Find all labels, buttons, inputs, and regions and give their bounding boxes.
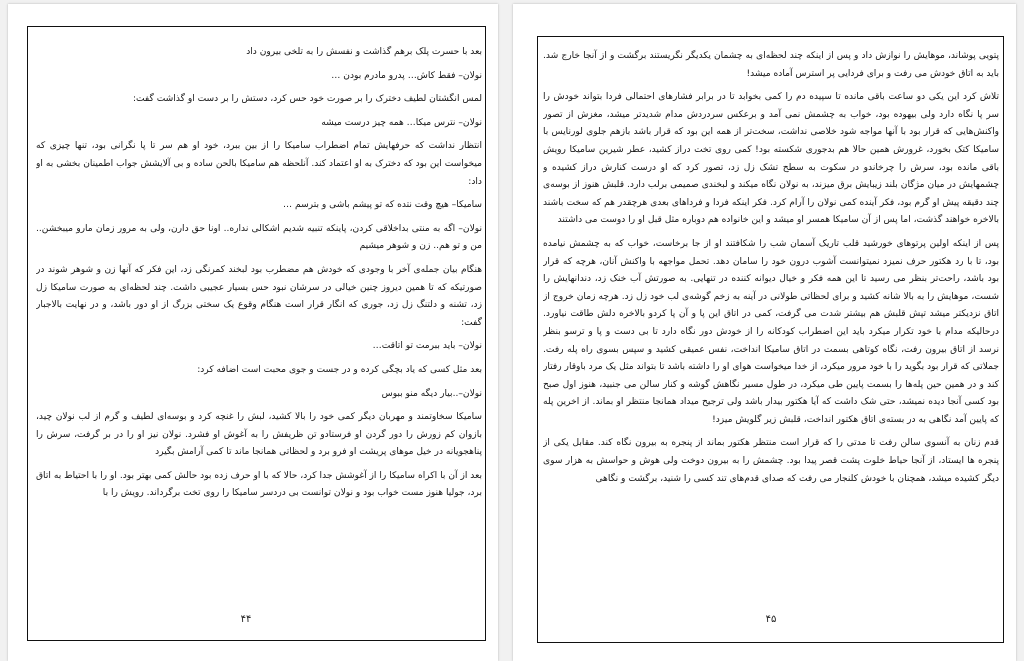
paragraph: بعد مثل کسی که یاد بچگی کرده و در جست و جوی محبت است اضافه کرد: xyxy=(197,364,482,375)
paragraph: نولان– نترس میکا… همه چیز درست میشه xyxy=(321,117,482,128)
paragraph: نولان– اگه به منتی بداخلاقی کردن، پاینکه تنبیه شدیم اشکالی نداره.. اونا حق دارن، ولی به مرور زمان مارو میبخشن.. من و تو هم.. زن و شوهر میشیم xyxy=(36,223,482,252)
paragraph: بعد با حسرت پلک برهم گذاشت و نفسش را به تلخی بیرون داد xyxy=(246,47,482,57)
paragraph: انتظار نداشت که حرفهایش تمام اضطراب سامیکا را از بین ببرد، خود او هم سر تا پا نگرانی بود، تنها چیزی که میخواست این بود که دخترک به او اعتماد کند. آنلحظه هم سامیکا بالحن ساده و بی آلایشش جواب اطمینان بخشی به او داد: xyxy=(36,141,482,187)
paragraph: نولان– باید ببرمت تو اتاقت… xyxy=(372,341,482,352)
paragraph: بعد از آن با اکراه سامیکا را از آغوشش جدا کرد، حالا که با او حرف زده بود حالش کمی بهتر بود. او را با احتیاط به اتاق برد، جولیا هنوز مست خواب بود و نولان توانست بی دردسر سامیکا را روی تخت برگرداند. رویش را با xyxy=(36,470,482,499)
paragraph: پس از اینکه اولین پرتوهای خورشید قلب تاریک آسمان شب را شکافتند او از جا برخاست، خواب که به چشمش نیامده بود، تا با رد هکتور حرف نمیزد نمیتوانست آشوب درون خود را سامان دهد. تحمل مواجهه با واکنش آنان، هرچه که قرار بود باشد، راحت‌تر بنظر می رسید تا این همه فکر و خیال دیوانه کننده در تنهایی. به صورتش آب خنک زد، دندانهایش را شست، موهایش را به بالا شانه کشید و برای لحظاتی طولانی در آینه به زخم گوشه‌ی لب خود زل زد. هرچه زمان خروج از اتاق نزدیکتر میشد تپش قلبش هم بیشتر شدت می گرفت، کمی در اتاق این پا و آن پا کردو بالاخره دلش طاقت نیاورد. درحالیکه مدام با خود تکرار میکرد باید این اضطراب کودکانه را از خودش دور نگاه دارد تا بی دست و پا و ترسو بنظر نرسد از اتاق بیرون رفت، نگاه کوتاهی بسمت در اتاق سامیکا انداخت، نفس عمیقی کشید و سپس بسوی راه پله رفت. جملاتی که قرار بود بگوید را با خود مرور میکرد، از خدا میخواست هوای او را داشته باشد تا بتواند مثل یک مرد باوقار رفتار کند و در همین حین پله‌ها را بسمت پایین طی میکرد، در طول مسیر نگاهش گوشه و کنار سالن می جنبید، هنوز اول صبح بود کسی آنجا دیده نمیشد، حتی شک داشت که آیا هکتور بیدار باشد ولی ترجیح میداد همانجا منتظر او بماند. از اخرین پله که پایین آمد نگاهی به در بسته‌ی اتاق هکتور انداخت، قلبش زیر گلویش میزد! xyxy=(543,238,999,425)
paragraph: هنگام بیان جمله‌ی آخر با وجودی که خودش هم مضطرب بود لبخند کمرنگی زد، این فکر که آنها زن و شوهر شوند در صورتیکه که تا همین دیروز چنین خیالی در سرشان نبود حس بسیار عجیبی داشت. چند لحظه‌ای به صورت سامیکا زل زد، تشنه و دلتنگ زل زد، جوری که انگار قرار است هنگام وقوع یک سختی بزرگ از او دور باشد، و در نهایت بالاجبار گفت: xyxy=(36,264,482,328)
paragraph: لمس انگشتان لطیف دخترک را بر صورت خود حس کرد، دستش را بر دست او گذاشت گفت: xyxy=(132,94,482,105)
page-number: ۴۵ xyxy=(765,614,777,625)
left-page-text xyxy=(36,44,482,599)
paragraph: نولان–..بیار دیگه منو ببوس xyxy=(381,388,482,399)
left-page xyxy=(8,4,498,661)
right-page-text xyxy=(543,48,999,598)
right-page xyxy=(513,4,1016,661)
paragraph: قدم زنان به آنسوی سالن رفت تا مدتی را که قرار است منتظر هکتور بماند از پنجره به بیرون نگاه کند. مقابل یکی از پنجره ها ایستاد، از آنجا حیاط خلوت پشت قصر پیدا بود. چشمش را به بیرون دوخت ولی هوش و حواسش به هزار سوی دیگر کشیده میشد، همچنان با خودش کلنجار می رفت که صدای قدم‌های تند کسی را شنید، برگشت و نگاهی xyxy=(543,438,999,484)
paragraph: نولان– فقط کاش… پدرو مادرم بودن … xyxy=(331,70,482,81)
paragraph: سامیکا– هیچ وقت نتده که تو پیشم باشی و بترسم … xyxy=(283,200,482,211)
page-number: ۴۴ xyxy=(240,614,252,625)
paragraph: پتویی پوشاند، موهایش را نوازش داد و پس از اینکه چند لحظه‌ای به چشمان یکدیگر نگریستند برگشت و از آنجا خارج شد. باید به اتاق خودش می رفت و برای فردایی پر استرس آماده میشد! xyxy=(543,51,999,79)
paragraph: تلاش کرد این یکی دو ساعت باقی مانده تا سپیده دم را کمی بخوابد تا در برابر فشارهای احتمالی فردا بتواند خودش را سر پا نگاه دارد ولی بیهوده بود، خواب به چشمش نمی آمد و برعکس سردردش مدام شدیدتر میشد، مغزش از تصور واکنش‌هایی که قرار بود با آنها مواجه شود خلاصی نداشت، سخت‌تر از همه این بود که قرار باشد بازهم جلوی لورنایس با سامیکا کتک بخورد، غرورش همین حالا هم بدجوری شکسته بود! کمی روی تخت دراز کشید، عطر شیرین سامیکا رویش باقی مانده بود، سرش را چرخاندو در سکوت به سطح تشک زل زد، تصور کرد که او درست کنارش دراز کشیده و چشمهایش در میان مژگان بلند زیبایش برق میزند، به نولان نگاه میکند و لبخندی صمیمی برلب دارد. قلبش هنوز از بوسه‌ی چند دقیقه پیش او گرم بود، فکر آینده کمی نولان را آرام کرد. فکر اینکه فردا و فرداهای بعدی هرچقدر هم که سخت باشند بالاخره خواهند گذشت، اما پس از آن سامیکا همسر او میشد و این خانواده هم دوباره مثل قبل او را دوست می داشتند xyxy=(543,92,999,226)
paragraph: سامیکا سخاوتمند و مهربان دیگر کمی خود را بالا کشید، لبش را غنچه کرد و بوسه‌ای لطیف و گرم از لب نولان چید، بازوان کم زورش را دور گردن او فرستادو تن ظریفش را به آغوش او فشرد. نولان نیز او را در بر گرفت، سرش را پناهجویانه در خیل موهای پریشت او فرو برد و لحظاتی همانجا ماند تا کمی آرامش بگیرد xyxy=(36,412,482,458)
